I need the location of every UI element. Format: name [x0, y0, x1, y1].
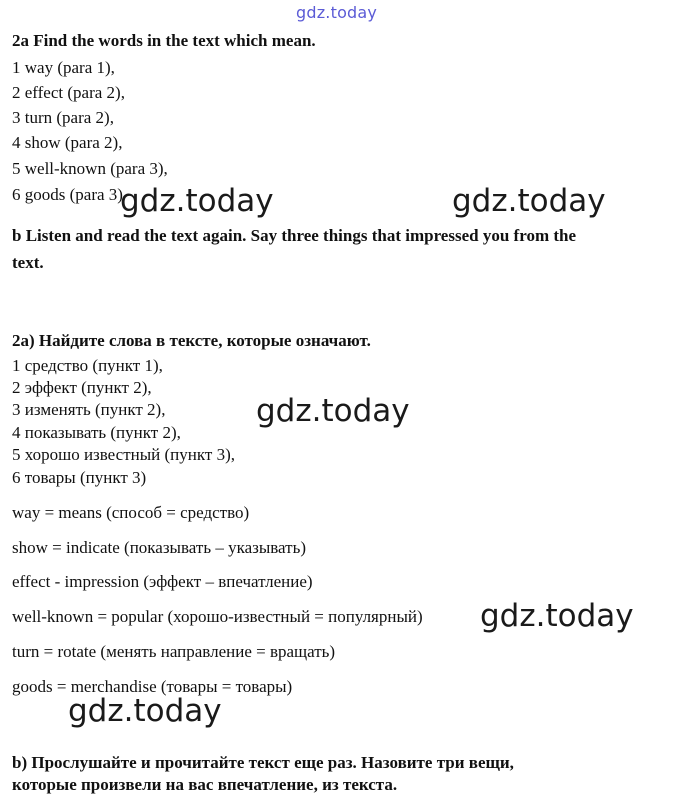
- list-item: 4 показывать (пункт 2),: [12, 423, 181, 442]
- answer-line: goods = merchandise (товары = товары): [12, 677, 293, 696]
- list-item: 3 turn (para 2),: [12, 108, 114, 127]
- list-item: 2 effect (para 2),: [12, 83, 125, 102]
- exercise-b-instruction-cont: text.: [12, 253, 44, 272]
- list-item: 1 way (para 1),: [12, 58, 115, 77]
- list-item: 6 товары (пункт 3): [12, 468, 147, 487]
- watermark-top: gdz.today: [296, 3, 378, 22]
- answer-line: show = indicate (показывать – указывать): [12, 538, 307, 557]
- watermark: gdz.today: [452, 183, 606, 219]
- answer-line: effect - impression (эффект – впечатление): [12, 572, 313, 591]
- exercise-b-instruction-ru: b) Прослушайте и прочитайте текст еще раз. Назовите три вещи,: [12, 753, 514, 772]
- exercise-2a-heading-ru: 2а) Найдите слова в тексте, которые означают.: [12, 331, 371, 350]
- exercise-b-instruction-ru-cont: которые произвели на вас впечатление, из текста.: [12, 775, 398, 794]
- list-item: 1 средство (пункт 1),: [12, 356, 163, 375]
- watermark: gdz.today: [256, 393, 410, 429]
- list-item: 4 show (para 2),: [12, 133, 123, 152]
- list-item: 6 goods (para 3): [12, 185, 123, 204]
- list-item: 2 эффект (пункт 2),: [12, 378, 152, 397]
- watermark: gdz.today: [480, 598, 634, 634]
- exercise-b-instruction: b Listen and read the text again. Say three things that impressed you from the: [12, 226, 577, 245]
- watermark: gdz.today: [68, 693, 222, 729]
- list-item: 5 хорошо известный (пункт 3),: [12, 445, 235, 464]
- list-item: 5 well-known (para 3),: [12, 159, 168, 178]
- answer-line: way = means (способ = средство): [12, 503, 250, 522]
- exercise-2a-heading: 2a Find the words in the text which mean.: [12, 31, 316, 50]
- list-item: 3 изменять (пункт 2),: [12, 400, 166, 419]
- answer-line: turn = rotate (менять направление = вращать): [12, 642, 336, 661]
- answer-line: well-known = popular (хорошо-известный = популярный): [12, 607, 423, 626]
- watermark: gdz.today: [120, 183, 274, 219]
